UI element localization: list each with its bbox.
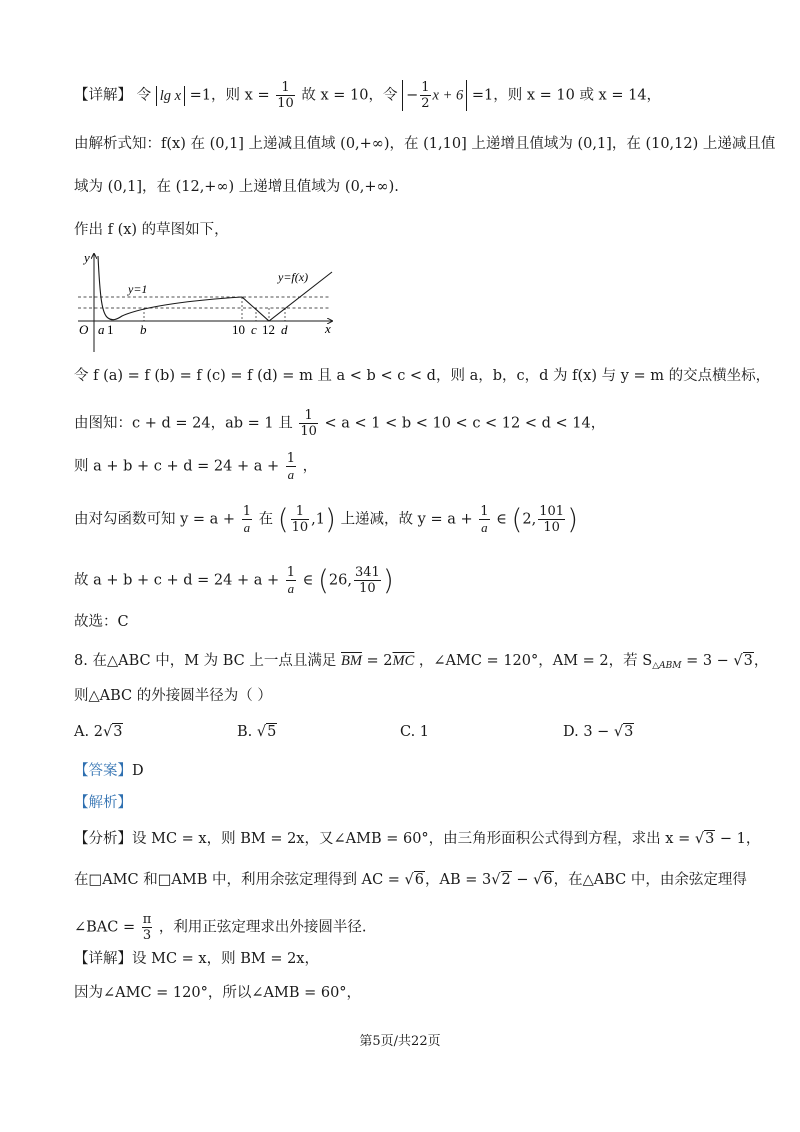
sqrt: √5 [256, 724, 277, 740]
text: ∈ [496, 511, 507, 528]
den: a [287, 467, 295, 482]
text: ，利用正弦定理求出外接圆半径. [158, 919, 367, 936]
text: 上递减，故 y = a + [340, 511, 473, 528]
option-value: 2 [93, 724, 103, 740]
analysis-line-2 [74, 870, 747, 890]
curve-label: y=f(x) [278, 270, 309, 284]
text: 设 MC = x，则 BM = 2x，又∠AMB = 60°，由三角形面积公式得到方程，求出 x = [132, 831, 691, 847]
option-b[interactable] [237, 724, 277, 740]
left-paren: ( [317, 563, 329, 597]
tick-label-1: 1 [107, 322, 114, 337]
den: a [243, 520, 251, 535]
num: 1 [286, 565, 296, 580]
text: 设 MC = x，则 BM = 2x， [132, 951, 319, 967]
option-value: 3 − [583, 724, 610, 740]
page-footer: 第5页/共22页 [359, 1034, 441, 1049]
choice-line: 故选：C [74, 614, 129, 630]
detail-line-5: 令 f (a) = f (b) = f (c) = f (d) = m 且 a < b < c < d，则 a，b，c，d 为 f(x) 与 y = m 的交点横坐标， [74, 368, 771, 384]
text: 在□AMC 和□AMB 中，利用余弦定理得到 AC = [74, 872, 400, 888]
text: ∈ [302, 572, 314, 589]
line-label: y=1 [128, 282, 148, 296]
text: 由对勾函数可知 y = a + [74, 511, 236, 528]
text: 令 [136, 87, 152, 104]
analysis-line-1 [74, 829, 760, 849]
fraction-341-10 [354, 565, 381, 596]
tick-label-b: b [140, 322, 147, 337]
tick-label-a: a [98, 322, 105, 337]
right-paren: ) [325, 502, 336, 536]
radicand: 6 [414, 872, 425, 888]
detail-label: 【详解】 [74, 951, 132, 967]
tick-label-c: c [251, 322, 257, 337]
text: < a < 1 < b < 10 < c < 12 < d < 14， [324, 415, 606, 432]
option-a[interactable] [74, 724, 123, 740]
answer-line [74, 761, 144, 781]
text: ， [753, 653, 769, 669]
den: a [287, 581, 295, 596]
text: = 3 − [686, 653, 729, 669]
num: 1 [480, 504, 489, 519]
detail-line-6 [74, 408, 605, 439]
y-axis-label: y [84, 250, 90, 265]
option-label: B. [237, 724, 253, 740]
num: 1 [242, 504, 251, 519]
radicand: 6 [543, 872, 553, 888]
num: 1 [286, 451, 296, 466]
text: ∠BAC = [74, 919, 136, 936]
den: a [481, 520, 488, 535]
fraction-1-a [286, 565, 296, 596]
right-paren: ) [382, 563, 394, 597]
den: 10 [543, 520, 560, 535]
num: 1 [299, 408, 318, 424]
detail-line-q8-2: 因为∠AMC = 120°，所以∠AMB = 60°， [74, 985, 362, 1001]
fraction-1-10 [299, 408, 318, 439]
text: ，在△ABC 中，由余弦定理得 [553, 872, 747, 888]
text: =1，则 x = 10 或 x = 14， [471, 87, 662, 104]
detail-line-1 [74, 80, 661, 111]
text: 则 a + b + c + d = 24 + a + [74, 458, 280, 475]
den: 10 [277, 96, 294, 111]
function-sketch [74, 248, 344, 356]
option-label: C. [400, 724, 416, 740]
analysis-line-3 [74, 912, 367, 943]
option-d[interactable] [563, 724, 634, 740]
subscript: △ABM [652, 661, 682, 671]
tick-label-12: 12 [262, 322, 275, 337]
text: x + 6 [432, 87, 464, 104]
radicand: 2 [501, 872, 511, 888]
text: − [516, 872, 529, 888]
detail-line-9 [74, 565, 394, 596]
fraction-1-a [286, 451, 296, 482]
question-8-line-2: 则△ABC 的外接圆半径为（ ） [74, 688, 272, 704]
detail-line-3: 域为 (0,1]，在 (12,+∞) 上递增且值域为 (0,+∞). [74, 179, 399, 195]
option-c[interactable] [400, 724, 429, 740]
den: 10 [359, 581, 376, 596]
text: ，AB = 3 [425, 872, 492, 888]
detail-line-8 [74, 504, 578, 535]
text: 故 a + b + c + d = 24 + a + [74, 572, 280, 589]
den: 10 [291, 520, 309, 535]
fraction-1-10 [276, 80, 295, 111]
detail-line-2: 由解析式知：f(x) 在 (0,1] 上递减且值域 (0,+∞)，在 (1,10] 上递增且值域为 (0,1]，在 (10,12) 上递减且值 [74, 136, 776, 152]
fraction-1-10 [291, 504, 310, 535]
left-paren: ( [277, 502, 289, 536]
minus: − [406, 87, 419, 104]
radicand: 5 [267, 724, 277, 740]
num: π [142, 912, 152, 927]
origin-label: O [79, 322, 89, 337]
sqrt-2: √2 [491, 872, 511, 888]
sqrt-3: √3 [694, 831, 715, 847]
text: 2, [522, 511, 537, 528]
x-axis-label: x [325, 321, 331, 336]
text: ，∠AMC = 120°，AM = 2，若 S [418, 653, 653, 669]
vector-bm: $\overline{BM}$ [341, 653, 362, 669]
text: =1，则 x = [189, 87, 270, 104]
detail-line-q8-1 [74, 949, 319, 969]
tick-label-10: 10 [232, 322, 245, 337]
text: ， [302, 458, 318, 475]
text: ,1 [311, 511, 326, 528]
right-paren: ) [567, 502, 579, 536]
tick-label-d: d [281, 322, 288, 337]
text: 故 x = 10，令 [301, 87, 398, 104]
sqrt-6: √6 [533, 872, 553, 888]
sqrt-6: √6 [404, 872, 425, 888]
den: 3 [142, 928, 152, 943]
fraction-pi-3 [142, 912, 153, 943]
sqrt-3: √3 [733, 653, 753, 669]
num: 341 [354, 565, 380, 580]
text: − 1， [719, 831, 761, 847]
fraction-1-a [242, 504, 252, 535]
solution-label: 【解析】 [74, 795, 132, 811]
radicand: 3 [624, 724, 634, 740]
option-label: A. [74, 724, 90, 740]
abs-lg-x: lg x [156, 86, 185, 106]
detail-line-7 [74, 451, 317, 482]
num: 101 [539, 504, 565, 519]
detail-label: 【详解】 [74, 87, 132, 104]
option-value: 1 [419, 724, 430, 740]
text: 在 [258, 511, 274, 528]
text: = 2 [366, 653, 393, 669]
den: 2 [421, 96, 430, 111]
detail-line-4: 作出 f (x) 的草图如下， [74, 222, 229, 238]
num: 1 [421, 80, 430, 95]
text: 26, [328, 572, 352, 589]
radicand: 3 [705, 831, 715, 847]
left-paren: ( [511, 502, 523, 536]
fraction-101-10 [538, 504, 565, 535]
num: 1 [276, 80, 295, 96]
vector-mc: $\overline{MC}$ [392, 653, 415, 669]
analysis-label: 【分析】 [74, 831, 132, 847]
fraction-1-2 [420, 80, 430, 111]
answer-label: 【答案】 [74, 763, 132, 779]
abs-linear [402, 80, 467, 111]
sqrt: √3 [613, 724, 634, 740]
question-8-line-1 [74, 651, 768, 676]
answer-value: D [132, 763, 144, 779]
option-label: D. [563, 724, 579, 740]
den: 10 [300, 424, 317, 439]
text: 由图知：c + d = 24，ab = 1 且 [74, 415, 293, 432]
radicand: 3 [113, 724, 123, 740]
fraction-1-a [479, 504, 489, 535]
text: 8. 在△ABC 中，M 为 BC 上一点且满足 [74, 653, 337, 669]
radicand: 3 [743, 653, 753, 669]
sqrt: √3 [102, 724, 123, 740]
num: 1 [291, 504, 310, 520]
